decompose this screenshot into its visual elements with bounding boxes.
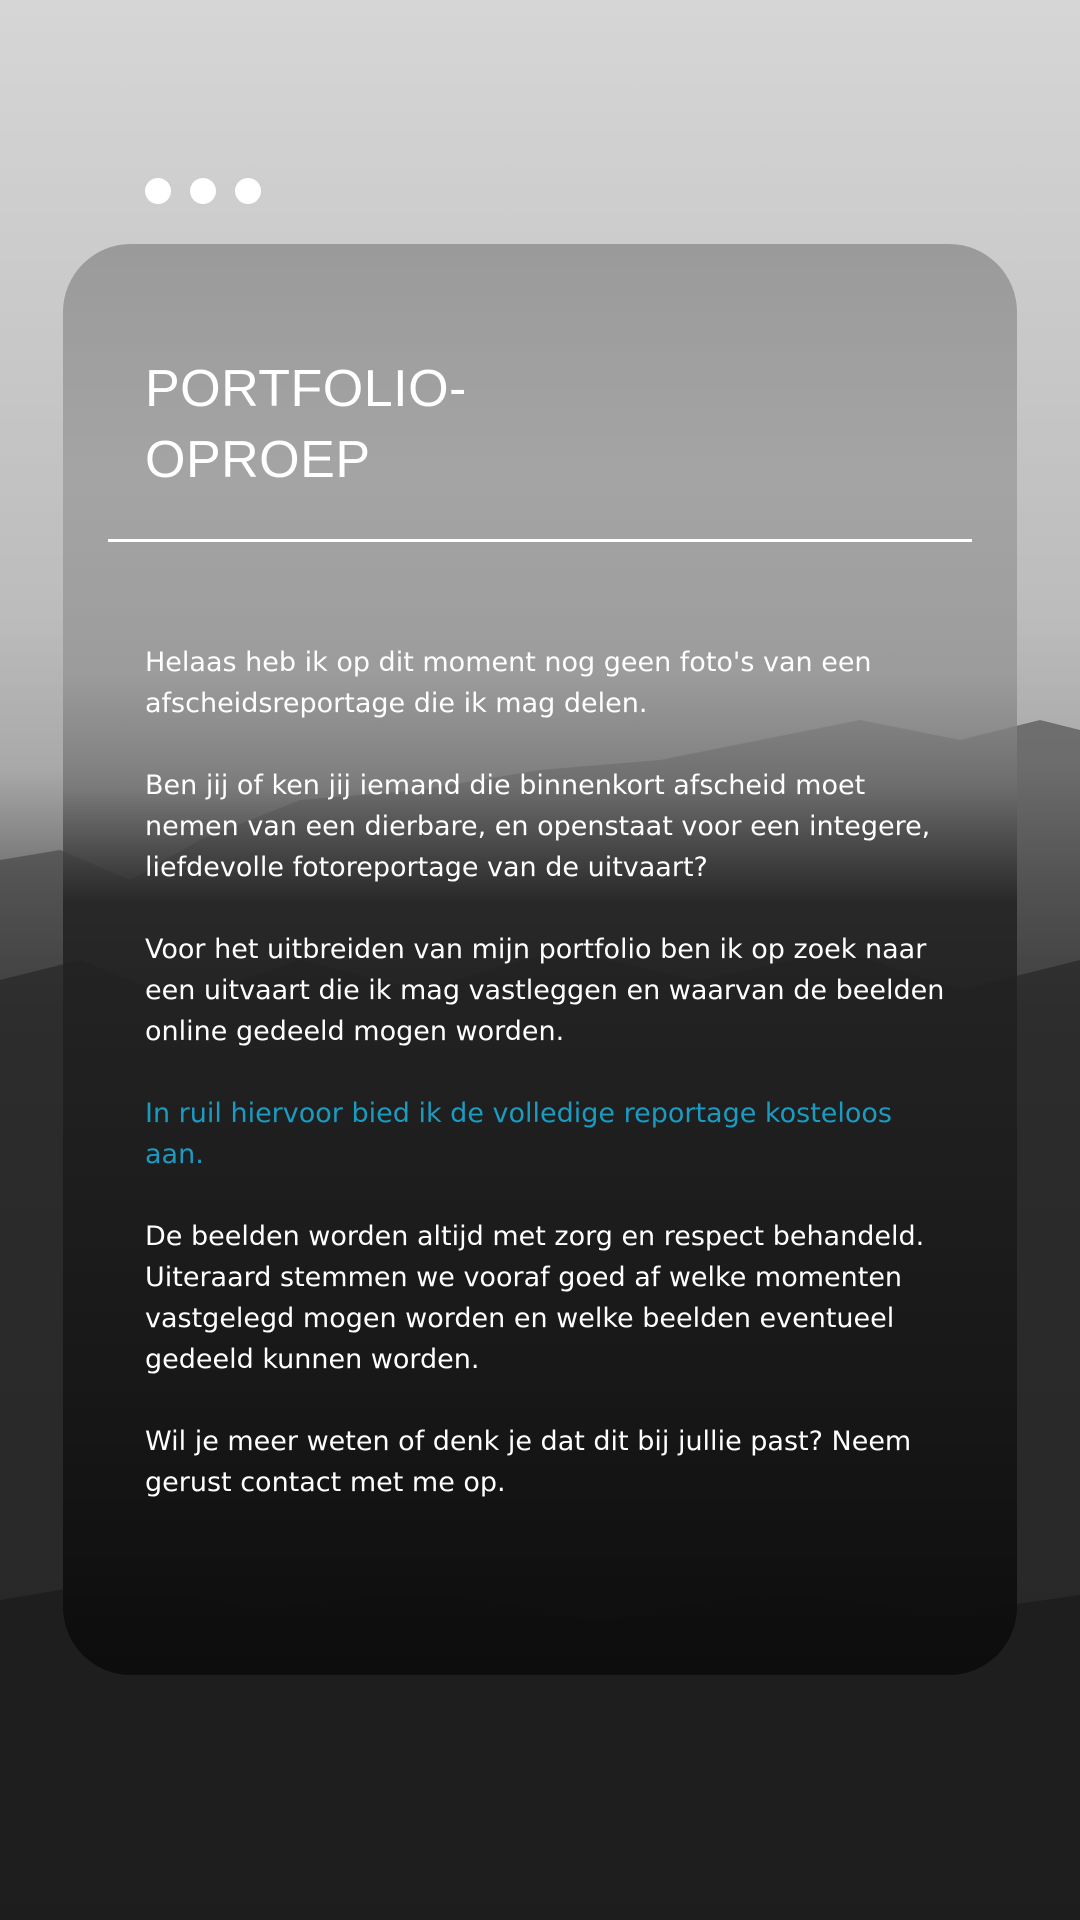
dot-1	[145, 178, 171, 204]
paragraph-offer: In ruil hiervoor bied ik de volledige reportage kosteloos aan.	[145, 1098, 892, 1170]
decorative-dots	[145, 178, 261, 204]
title-line-2: OPROEP	[145, 431, 371, 489]
card-body	[145, 642, 945, 1544]
title-line-1: PORTFOLIO-	[145, 360, 467, 418]
divider	[108, 539, 972, 542]
paragraph-intro: Helaas heb ik op dit moment nog geen foto's van een afscheidsreportage die ik mag delen.	[145, 647, 872, 719]
page-title	[145, 354, 745, 496]
paragraph-contact: Wil je meer weten of denk je dat dit bij jullie past? Neem gerust contact met me op.	[145, 1426, 912, 1498]
dot-3	[235, 178, 261, 204]
dot-2	[190, 178, 216, 204]
paragraph-portfolio: Voor het uitbreiden van mijn portfolio ben ik op zoek naar een uitvaart die ik mag vastleggen en waarvan de beelden online gedeeld mogen worden.	[145, 934, 945, 1047]
paragraph-question: Ben jij of ken jij iemand die binnenkort afscheid moet nemen van een dierbare, en openstaat voor een integere, liefdevolle fotoreportage van de uitvaart?	[145, 770, 931, 883]
content-card	[63, 244, 1017, 1675]
paragraph-respect: De beelden worden altijd met zorg en respect behandeld. Uiteraard stemmen we vooraf goed af welke momenten vastgelegd mogen worden en welke beelden eventueel gedeeld kunnen worden.	[145, 1221, 925, 1375]
